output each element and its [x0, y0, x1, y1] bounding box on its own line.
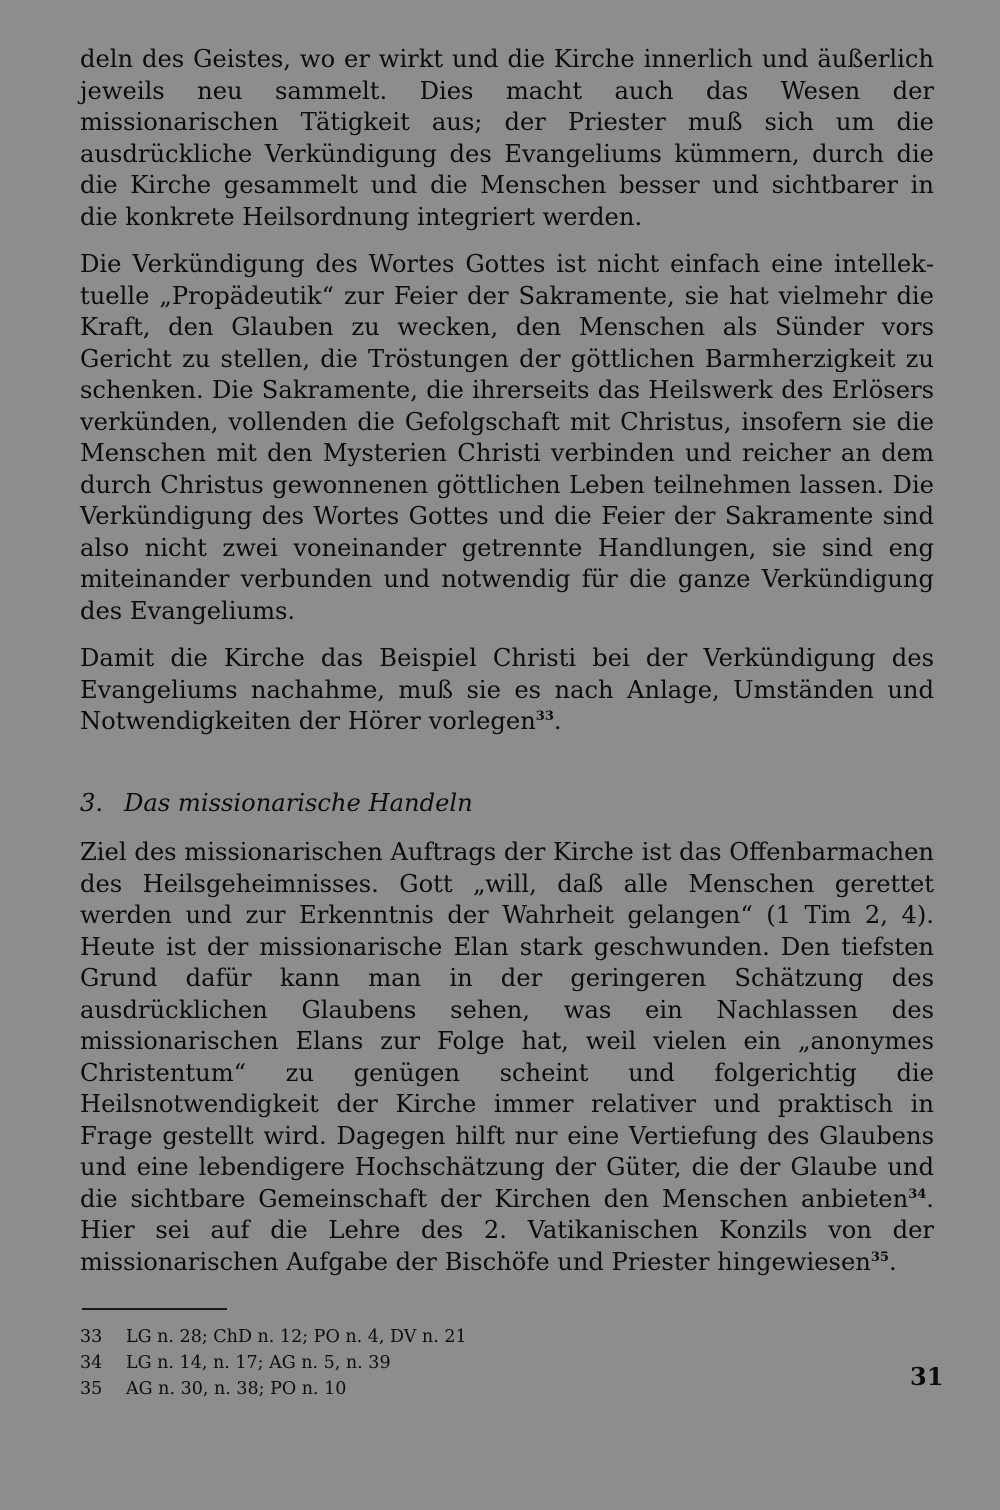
footnote-text: LG n. 14, n. 17; AG n. 5, n. 39	[126, 1353, 391, 1373]
footnote-item	[80, 1376, 934, 1402]
section-paragraph-text-a: Ziel des missionarischen Auftrags der Kirche ist das Offenbarmachen des Heilsgeheimnisses. Gott „will, daß alle Menschen gerettet werden und zur Erkenntnis der Wahrheit gelangen“ (1 Tim 2, 4). Heute ist der missionarische Elan stark geschwunden. Den tiefsten Grund dafür kann man in der geringeren Schätzung des ausdrücklichen Glaubens sehen, was ein Nachlassen des missionarischen Elans zur Folge hat, weil vielen ein „anonymes Christentum“ zu genügen scheint und folgerichtig die Heilsnotwendigkeit der Kirche immer relativer und praktisch in Frage gestellt wird. Dagegen hilft nur eine Vertiefung des Glaubens und eine lebendigere Hochschätzung der Güter, die der Glaube und die sichtbare Gemeinschaft der Kirchen den Menschen anbieten	[80, 838, 934, 1213]
footnote-ref-34: 34	[908, 1186, 927, 1202]
footnote-ref-35: 35	[870, 1249, 889, 1265]
footnotes	[80, 1324, 934, 1402]
paragraph-3-text: Damit die Kirche das Beispiel Christi bei der Verkündigung des Evangeliums nachahme, muß sie es nach Anlage, Umständen und Notwendigkeiten der Hörer vorlegen	[80, 644, 934, 735]
section-paragraph-text-b: . Hier sei auf die Lehre des 2. Vatikanischen Konzils von der missionarischen Aufgabe der Bischöfe und Priester hingewiesen	[80, 1184, 934, 1276]
footnote-divider	[82, 1308, 227, 1310]
footnote-text: LG n. 28; ChD n. 12; PO n. 4, DV n. 21	[126, 1327, 467, 1347]
paragraph-1: deln des Geistes, wo er wirkt und die Kirche innerlich und äußerlich jeweils neu sammelt. Dies macht auch das Wesen der missionarischen Tätigkeit aus; der Priester muß sich um die ausdrückliche Verkündigung des Evangeliums kümmern, durch die die Kirche gesammelt und die Menschen besser und sichtbarer in die konkrete Heilsordnung integriert werden.	[80, 45, 934, 231]
footnote-item	[80, 1324, 934, 1350]
paragraph-3-end: .	[553, 707, 562, 735]
paragraph-3	[80, 643, 934, 738]
footnote-ref-33: 33	[535, 708, 554, 724]
footnote-number: 34	[80, 1353, 103, 1373]
footnote-number: 33	[80, 1327, 103, 1347]
section-paragraph-text-c: .	[888, 1247, 897, 1276]
footnote-number: 35	[80, 1379, 103, 1399]
section-number: 3.	[80, 788, 104, 817]
book-page	[80, 44, 934, 1402]
page-number: 31	[910, 1362, 944, 1391]
footnote-item	[80, 1350, 934, 1376]
section-title: Das missionarische Handeln	[124, 788, 473, 817]
footnote-text: AG n. 30, n. 38; PO n. 10	[126, 1379, 347, 1399]
paragraph-2: Die Verkündigung des Wortes Gottes ist nicht einfach eine intellektuelle „Propädeutik“ zur Feier der Sakramente, sie hat vielmehr die Kraft, den Glauben zu wecken, den Menschen als Sünder vors Gericht zu stellen, die Tröstungen der göttlichen Barmherzigkeit zu schenken. Die Sakramente, die ihrerseits das Heilswerk des Erlösers verkünden, vollenden die Gefolgschaft mit Christus, insofern sie die Menschen mit den Mysterien Christi verbinden und reicher an dem durch Christus gewonnenen göttlichen Leben teilnehmen lassen. Die Verkündigung des Wortes Gottes und die Feier der Sakramente sind also nicht zwei voneinander getrennte Handlungen, sie sind eng miteinander verbunden und notwendig für die ganze Verkündigung des Evangeliums.	[80, 250, 934, 625]
section-paragraph	[80, 837, 934, 1278]
section-heading	[80, 788, 934, 820]
